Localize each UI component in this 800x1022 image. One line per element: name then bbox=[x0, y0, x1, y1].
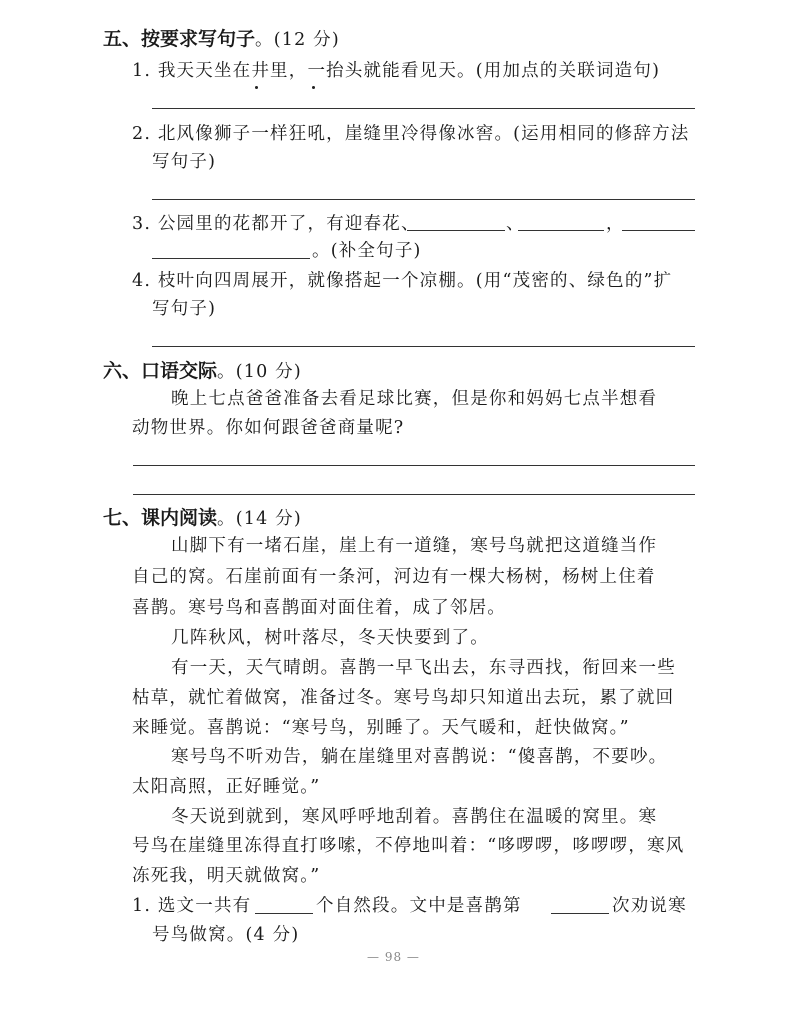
section-7-heading bbox=[103, 503, 302, 530]
section-5-title: 五、按要求写句子 bbox=[103, 28, 256, 50]
passage-line: 号鸟在崖缝里冻得直打哆嗦，不停地叫着：“哆啰啰，哆啰啰，寒风 bbox=[132, 836, 685, 856]
s5-q3-sep-1: 、 bbox=[506, 214, 525, 234]
section-6-score: 。(10 分) bbox=[217, 362, 302, 382]
s7-q1-text-cont: 号鸟做窝。(4 分) bbox=[152, 925, 300, 945]
s5-q4-text: 4. 枝叶向四周展开，就像搭起一个凉棚。(用“茂密的、绿色的”扩 bbox=[132, 271, 673, 291]
s7-q1-text-end: 次劝说寒 bbox=[612, 896, 687, 916]
s5-q3-blank-2[interactable] bbox=[518, 230, 604, 231]
section-5-heading bbox=[103, 24, 340, 51]
passage-line: 山脚下有一堵石崖，崖上有一道缝，寒号鸟就把这道缝当作 bbox=[171, 536, 658, 556]
emphasis-dot bbox=[312, 86, 315, 89]
s5-q2-text: 2. 北风像狮子一样狂吼，崖缝里冷得像冰窖。(运用相同的修辞方法 bbox=[132, 124, 690, 144]
s5-q1-answer-line[interactable] bbox=[152, 108, 695, 109]
s7-q1-blank-2[interactable] bbox=[551, 913, 609, 914]
passage-line: 自己的窝。石崖前面有一条河，河边有一棵大杨树，杨树上住着 bbox=[132, 567, 656, 587]
section-6-heading bbox=[103, 356, 302, 383]
s7-q1-blank-1[interactable] bbox=[255, 913, 313, 914]
section-7-score: 。(14 分) bbox=[217, 509, 302, 529]
emphasis-dot bbox=[255, 86, 258, 89]
s5-q2-answer-line[interactable] bbox=[152, 199, 695, 200]
section-6-title: 六、口语交际 bbox=[103, 360, 218, 382]
s5-q4-text-cont: 写句子) bbox=[152, 299, 217, 319]
section-7-title: 七、课内阅读 bbox=[103, 507, 218, 529]
s5-q1-text: 1. 我天天坐在井里，一抬头就能看见天。(用加点的关联词造句) bbox=[132, 61, 661, 81]
passage-line: 冻死我，明天就做窝。” bbox=[132, 866, 321, 886]
s7-q1-text-mid: 个自然段。文中是喜鹊第 bbox=[316, 896, 522, 916]
s5-q3-blank-4[interactable] bbox=[152, 258, 310, 259]
passage-line: 几阵秋风，树叶落尽，冬天快要到了。 bbox=[171, 628, 489, 648]
passage-line: 太阳高照，正好睡觉。” bbox=[132, 777, 321, 797]
s5-q3-sep-2: ， bbox=[606, 214, 625, 234]
passage-line: 寒号鸟不听劝告，躺在崖缝里对喜鹊说：“傻喜鹊，不要吵。 bbox=[171, 747, 668, 767]
s5-q3-blank-1[interactable] bbox=[407, 230, 505, 231]
s6-answer-line-2[interactable] bbox=[133, 494, 695, 495]
s6-answer-line-1[interactable] bbox=[133, 465, 695, 466]
s5-q2-text-cont: 写句子) bbox=[152, 152, 217, 172]
s5-q3-text-end: 。(补全句子) bbox=[312, 241, 422, 261]
s6-prompt-line-2: 动物世界。你如何跟爸爸商量呢? bbox=[132, 418, 405, 438]
s5-q4-answer-line[interactable] bbox=[152, 346, 695, 347]
passage-line: 有一天，天气晴朗。喜鹊一早飞出去，东寻西找，衔回来一些 bbox=[171, 658, 676, 678]
page-number: — 98 — bbox=[367, 950, 420, 964]
s5-q3-blank-3[interactable] bbox=[622, 230, 695, 231]
section-5-score: 。(12 分) bbox=[255, 30, 340, 50]
passage-line: 来睡觉。喜鹊说：“寒号鸟，别睡了。天气暖和，赶快做窝。” bbox=[132, 718, 630, 738]
passage-line: 喜鹊。寒号鸟和喜鹊面对面住着，成了邻居。 bbox=[132, 598, 506, 618]
passage-line: 枯草，就忙着做窝，准备过冬。寒号鸟却只知道出去玩，累了就回 bbox=[132, 688, 675, 708]
s7-q1-text: 1. 选文一共有 bbox=[132, 896, 252, 916]
passage-line: 冬天说到就到，寒风呼呼地刮着。喜鹊住在温暖的窝里。寒 bbox=[171, 807, 658, 827]
s5-q3-text: 3. 公园里的花都开了，有迎春花、 bbox=[132, 214, 420, 234]
s6-prompt-line-1: 晚上七点爸爸准备去看足球比赛，但是你和妈妈七点半想看 bbox=[171, 389, 658, 409]
